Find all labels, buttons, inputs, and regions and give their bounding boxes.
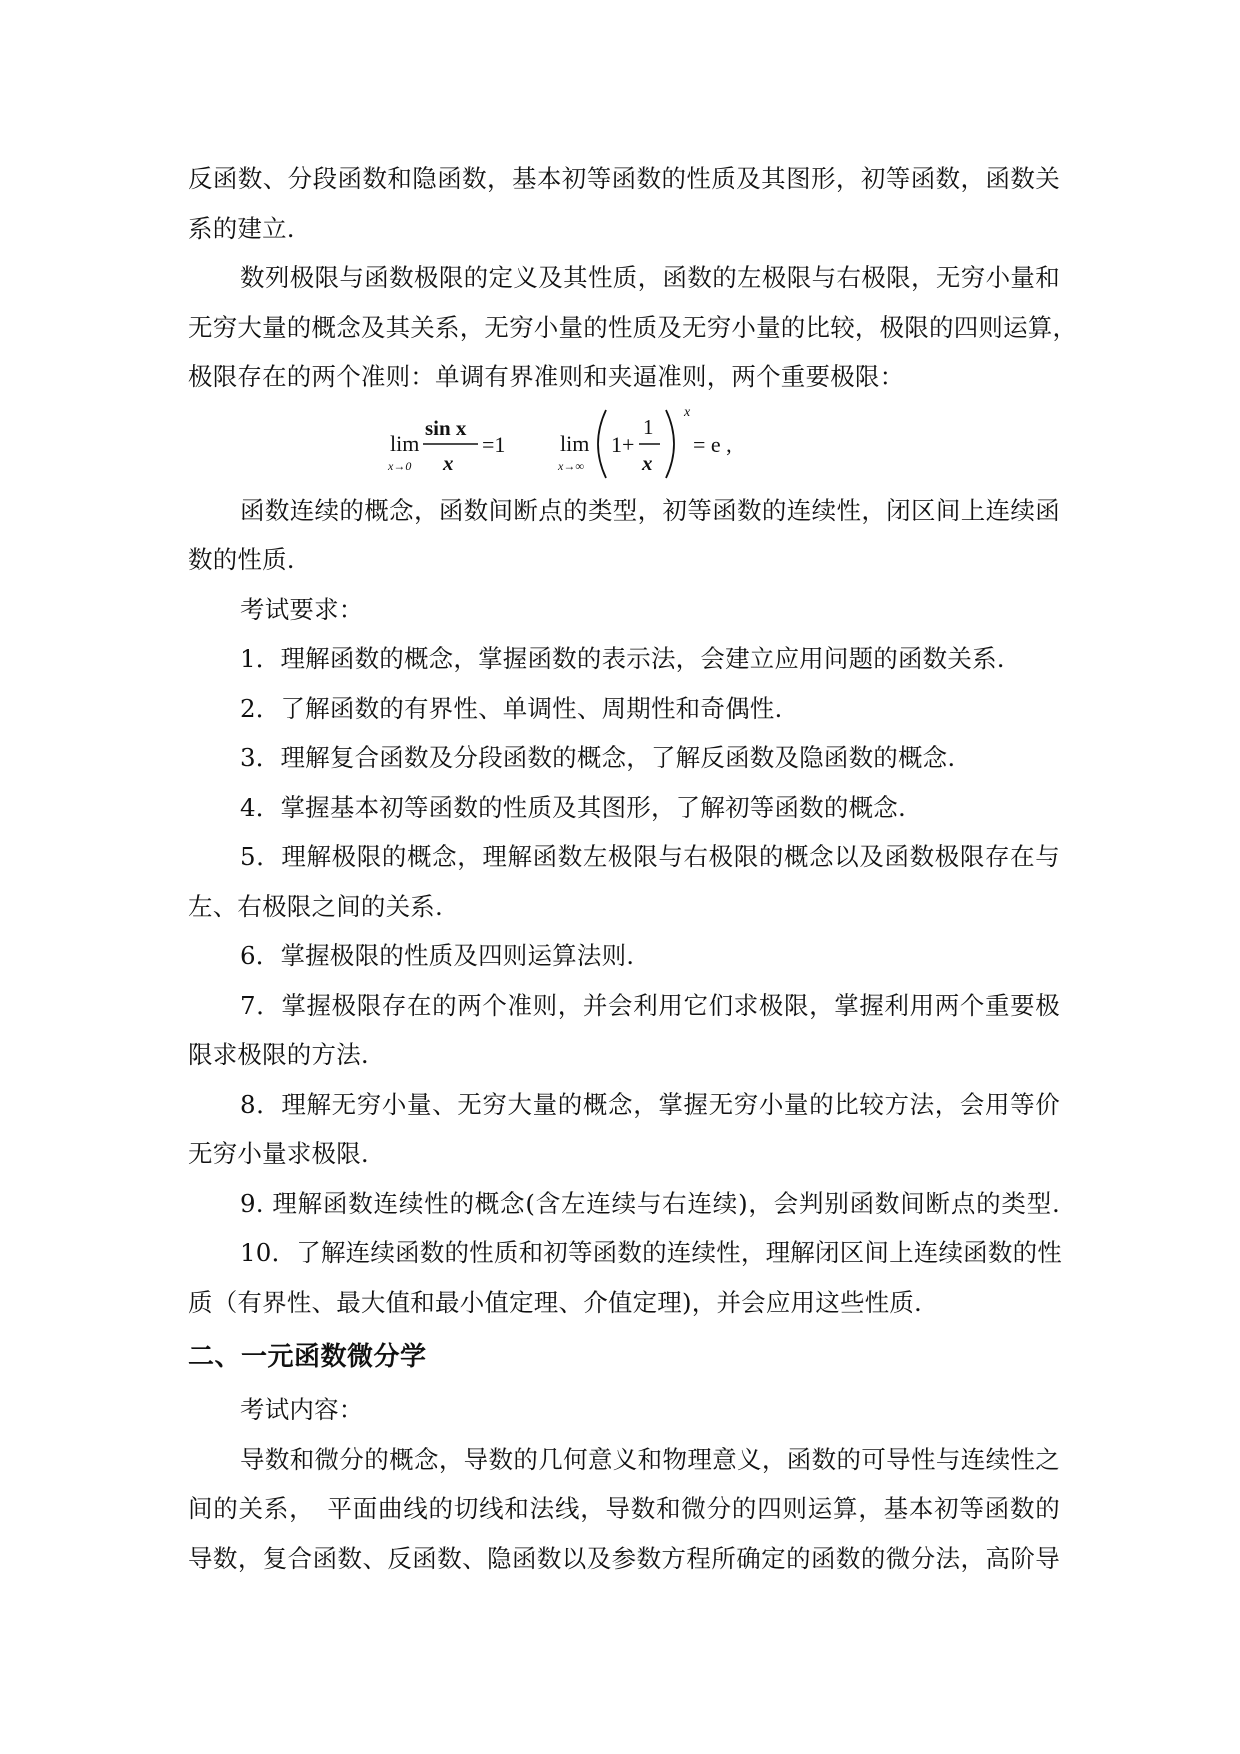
document-page bbox=[188, 154, 1078, 1583]
fraction-numerator: 1 bbox=[643, 414, 654, 439]
requirement-item-continued: 无穷小量求极限. bbox=[188, 1139, 369, 1168]
lim-subscript: x→0 bbox=[388, 458, 412, 473]
requirement-item: 9. 理解函数连续性的概念(含左连续与右连续)，会判别函数间断点的类型. bbox=[240, 1188, 1060, 1218]
requirement-item: 3．理解复合函数及分段函数的概念，了解反函数及隐函数的概念. bbox=[240, 743, 956, 772]
fraction-denominator: x bbox=[642, 450, 653, 475]
formula-svg bbox=[188, 402, 1060, 486]
lim-text: lim bbox=[560, 430, 590, 456]
lim-subscript: x→∞ bbox=[558, 458, 584, 473]
requirement-item-continued: 质（有界性、最大值和最小值定理、介值定理)，并会应用这些性质. bbox=[188, 1287, 923, 1317]
formula-one-plus: 1+ bbox=[611, 431, 635, 457]
requirement-item: 2．了解函数的有界性、单调性、周期性和奇偶性. bbox=[240, 693, 783, 723]
requirements-label: 考试要求： bbox=[240, 594, 364, 624]
requirement-item-continued: 左、右极限之间的关系. bbox=[188, 891, 443, 921]
paragraph-line: 系的建立. bbox=[188, 213, 295, 243]
requirement-item: 1．理解函数的概念，掌握函数的表示法，会建立应用问题的函数关系. bbox=[240, 644, 1005, 673]
left-paren bbox=[598, 410, 606, 478]
paragraph-line: 导数和微分的概念，导数的几何意义和物理意义，函数的可导性与连续性之 bbox=[240, 1444, 1060, 1474]
requirement-item: 7．掌握极限存在的两个准则，并会利用它们求极限，掌握利用两个重要极 bbox=[240, 990, 1060, 1020]
section-heading: 二、一元函数微分学 bbox=[188, 1342, 427, 1372]
lim-text: lim bbox=[390, 430, 420, 456]
paragraph-line: 无穷大量的概念及其关系，无穷小量的性质及无穷小量的比较，极限的四则运算， bbox=[188, 312, 1078, 342]
paragraph-line: 导数，复合函数、反函数、隐函数以及参数方程所确定的函数的微分法，高阶导 bbox=[188, 1543, 1060, 1573]
requirement-item: 6．掌握极限的性质及四则运算法则. bbox=[240, 941, 635, 970]
requirement-item: 4．掌握基本初等函数的性质及其图形，了解初等函数的概念. bbox=[240, 792, 906, 822]
requirement-item: 10．了解连续函数的性质和初等函数的连续性，理解闭区间上连续函数的性 bbox=[240, 1238, 1062, 1267]
fraction-denominator: x bbox=[443, 450, 454, 475]
requirement-item-continued: 限求极限的方法. bbox=[188, 1040, 369, 1069]
requirement-item: 8．理解无穷小量、无穷大量的概念，掌握无穷小量的比较方法，会用等价 bbox=[240, 1089, 1060, 1119]
paragraph-line: 反函数、分段函数和隐函数，基本初等函数的性质及其图形，初等函数，函数关 bbox=[188, 164, 1060, 193]
paragraph-line: 数列极限与函数极限的定义及其性质，函数的左极限与右极限，无穷小量和 bbox=[240, 263, 1060, 292]
paragraph-line: 函数连续的概念，函数间断点的类型，初等函数的连续性，闭区间上连续函 bbox=[240, 495, 1060, 525]
exponent: x bbox=[684, 404, 691, 420]
formula-rhs: =1 bbox=[482, 431, 506, 457]
fraction-numerator: sin x bbox=[425, 415, 467, 440]
requirement-item: 5．理解极限的概念，理解函数左极限与右极限的概念以及函数极限存在与 bbox=[240, 842, 1060, 871]
important-limits-formula bbox=[188, 402, 1060, 486]
right-paren bbox=[666, 410, 674, 478]
paragraph-line: 数的性质. bbox=[188, 545, 295, 574]
formula-rhs: = e , bbox=[693, 431, 732, 457]
paragraph-line: 极限存在的两个准则：单调有界准则和夹逼准则，两个重要极限： bbox=[188, 362, 905, 391]
paragraph-line: 间的关系， 平面曲线的切线和法线，导数和微分的四则运算，基本初等函数的 bbox=[188, 1494, 1060, 1523]
content-label: 考试内容： bbox=[240, 1395, 364, 1424]
